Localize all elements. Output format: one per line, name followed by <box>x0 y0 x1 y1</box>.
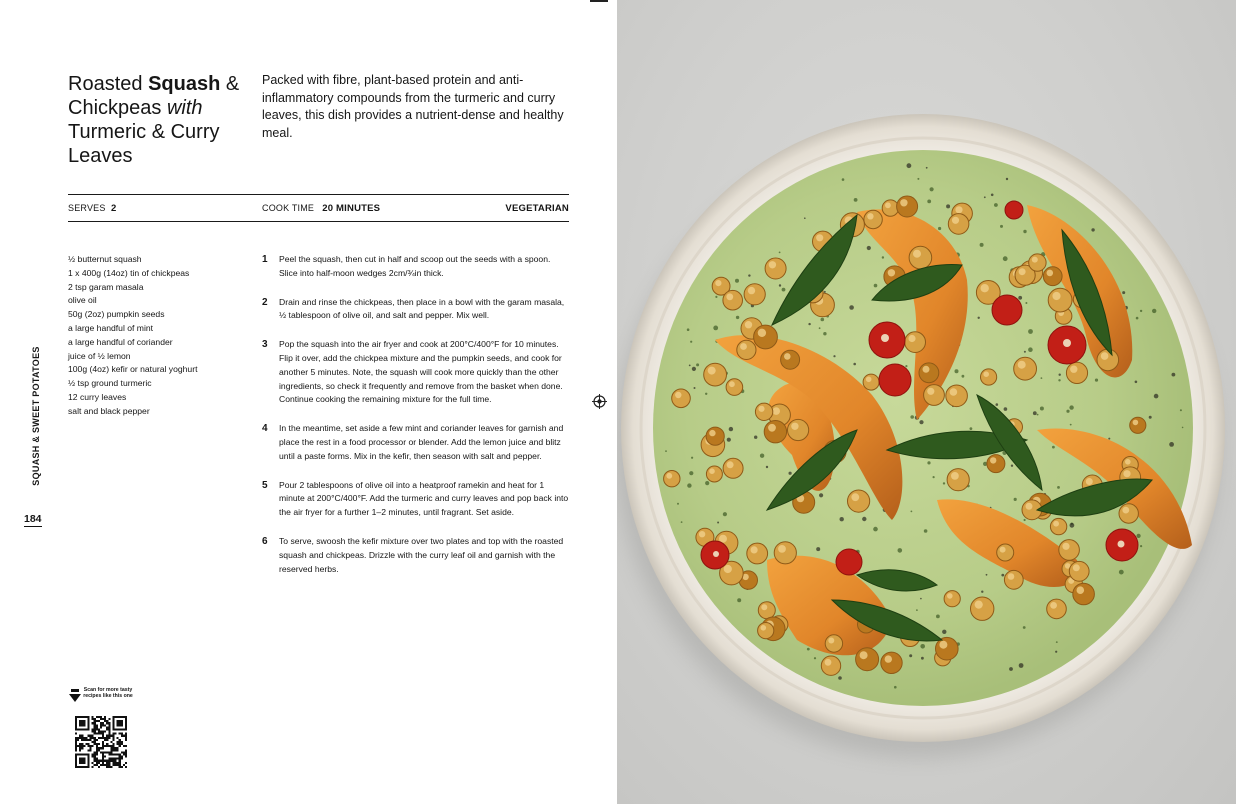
recipe-title: Roasted Squash & Chickpeas with Turmeric & Curry Leaves <box>68 73 240 167</box>
ingredient-item: olive oil <box>68 295 97 306</box>
ingredient-item: 50g (2oz) pumpkin seeds <box>68 309 165 320</box>
ingredients-list <box>68 253 248 419</box>
scan-caption: Scan for more tasty recipes like this one <box>83 687 133 700</box>
serves-info: SERVES 2 <box>68 203 117 214</box>
ingredient-item: 12 curry leaves <box>68 391 127 402</box>
cook-time-info: COOK TIME 20 MINUTES <box>262 203 381 214</box>
divider-top <box>68 194 569 195</box>
step-number: 2 <box>262 296 268 308</box>
ingredient-item: a large handful of mint <box>68 322 154 333</box>
step-text: In the meantime, set aside a few mint and coriander leaves for garnish and place the rest in a food processor or blender. Add the lemon juice and blitz until a paste forms. Mix in the kefir, then season with salt and pepper. <box>279 423 564 461</box>
registration-mark-icon <box>592 394 607 409</box>
dish-photo-page <box>617 0 1236 804</box>
page-number: 184 <box>24 513 42 525</box>
step-text: Drain and rinse the chickpeas, then place in a bowl with the garam masala, ½ tablespoon of olive oil, and salt and pepper. Mix well. <box>279 296 565 321</box>
ingredient-item: salt and black pepper <box>68 405 150 416</box>
step-text: Peel the squash, then cut in half and scoop out the seeds with a spoon. Slice into half-moon wedges 2cm/¾in thick. <box>279 254 551 278</box>
step-number: 5 <box>262 479 268 491</box>
step-number: 3 <box>262 339 268 351</box>
trim-mark <box>590 0 608 2</box>
ingredient-item: 1 x 400g (14oz) tin of chickpeas <box>68 267 190 278</box>
arrow-down-icon <box>69 689 81 703</box>
step-text: Pour 2 tablespoons of olive oil into a heatproof ramekin and heat for 1 minute at 200°C/400°F. Add the turmeric and curry leaves and pop back into the air fryer for a further 1–2 minutes, until fragrant. Set aside. <box>279 479 569 518</box>
ingredient-item: 2 tsp garam masala <box>68 281 144 292</box>
method-step <box>262 535 570 576</box>
step-text: Pop the squash into the air fryer and cook at 200°C/400°F for 10 minutes. Flip it over, add the chickpea mixture and the pumpkin seeds, and cook for another 5 minutes. Note, the squash will cook more quickly than the other ingredients, so check it frequently and remove from the basket when done. Continue cooking the remaining mixture for the full time. <box>279 339 563 405</box>
method-step <box>262 296 570 324</box>
ingredient-item: a large handful of coriander <box>68 336 173 347</box>
method-steps <box>262 253 570 591</box>
ingredient-item: ½ butternut squash <box>68 254 142 264</box>
recipe-page <box>0 0 617 804</box>
recipe-intro: Packed with fibre, plant-based protein and anti-inflammatory compounds from the turmeric and curry leaves, this dish provides a nutrient-dense and healthy meal. <box>262 73 564 140</box>
step-number: 4 <box>262 423 268 435</box>
ingredient-item: 100g (4oz) kefir or natural yoghurt <box>68 364 198 375</box>
qr-code-icon[interactable] <box>75 716 127 768</box>
step-number: 1 <box>262 254 268 265</box>
dish-photo <box>617 0 1236 804</box>
method-step <box>262 479 570 520</box>
step-number: 6 <box>262 535 268 547</box>
section-label: SQUASH & SWEET POTATOES <box>31 346 41 486</box>
diet-badge: VEGETARIAN <box>505 203 569 214</box>
divider-bottom <box>68 221 569 222</box>
method-step <box>262 422 570 463</box>
method-step <box>262 338 570 407</box>
method-step <box>262 253 570 281</box>
ingredient-item: ½ tsp ground turmeric <box>68 378 152 389</box>
step-text: To serve, swoosh the kefir mixture over two plates and top with the roasted squash and chickpeas. Drizzle with the curry leaf oil and garnish with the reserved herbs. <box>279 535 564 574</box>
ingredient-item: juice of ½ lemon <box>68 350 131 361</box>
